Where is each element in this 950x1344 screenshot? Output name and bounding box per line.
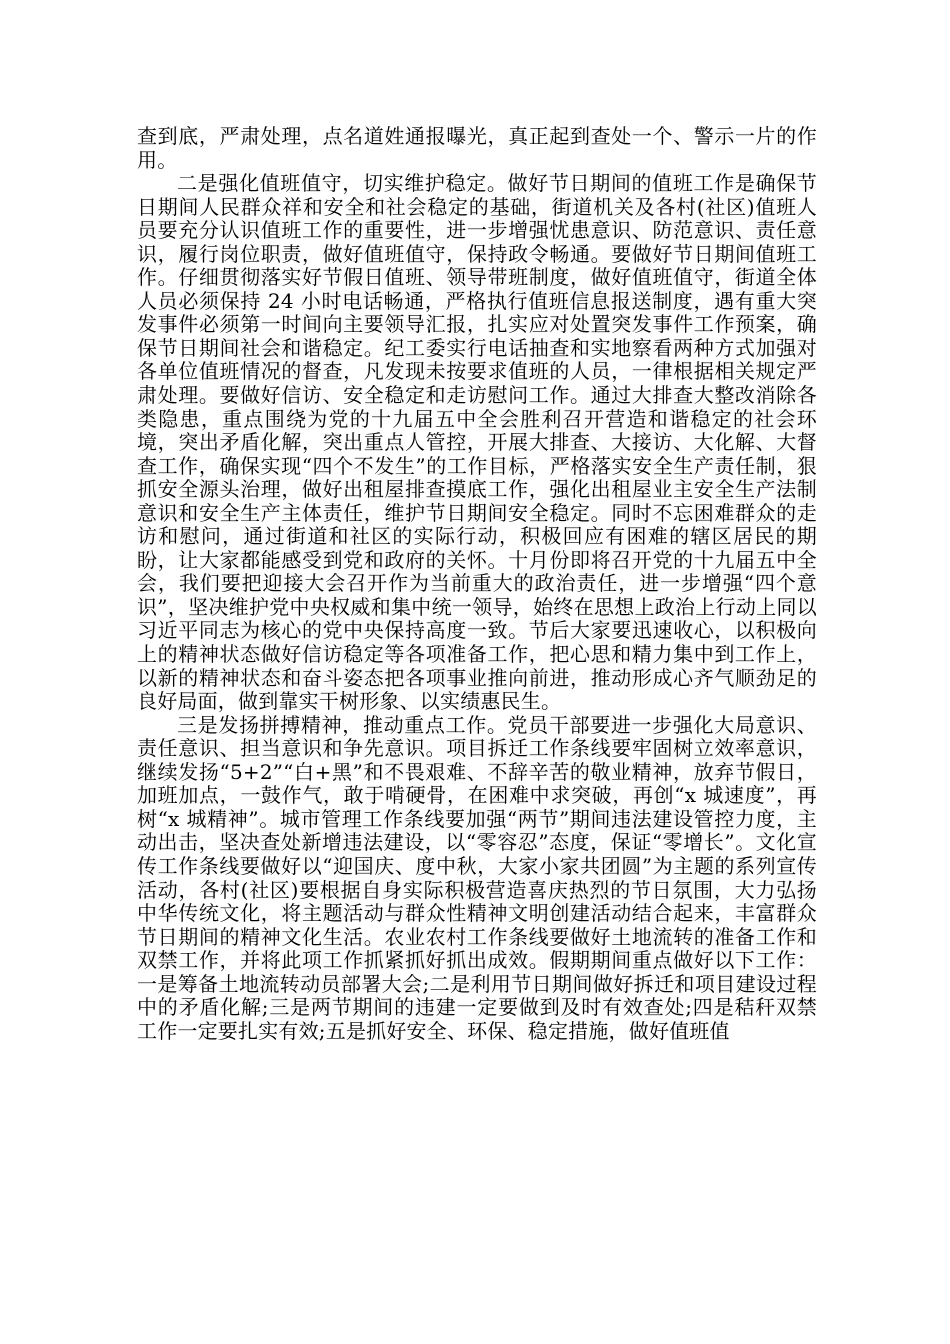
paragraph-section-three: 三是发扬拼搏精神，推动重点工作。党员干部要进一步强化大局意识、责任意识、担当意识和争先意识。项目拆迁工作条线要牢固树立效率意识，继续发扬“5+2”“白+黑”和不畏艰难、不辞辛苦的敬业精神，放弃节假日，加班加点，一鼓作气，敢于啃硬骨，在困难中求突破，再创“x 城速度”，再树“x 城精神”。城市管理工作条线要加强“两节”期间违法建设管控力度，主动出击，坚决查处新增违法建设，以“零容忍”态度，保证“零增长”。文化宣传工作条线要做好以“迎国庆、度中秋，大家小家共团圆”为主题的系列宣传活动，各村(社区)要根据自身实际积极营造喜庆热烈的节日氛围，大力弘扬中华传统文化，将主题活动与群众性精神文明创建活动结合起来，丰富群众节日期间的精神文化生活。农业农村工作条线要做好土地流转的准备工作和双禁工作，并将此项工作抓紧抓好抓出成效。假期期间重点做好以下工作：一是筹备土地流转动员部署大会;二是利用节日期间做好拆迁和项目建设过程中的矛盾化解;三是两节期间的违建一定要做到及时有效查处;四是秸秆双禁工作一定要扎实有效;五是抓好安全、环保、稳定措施，做好值班值 (137, 712, 817, 1043)
paragraph-continuation: 查到底，严肃处理，点名道姓通报曝光，真正起到查处一个、警示一片的作用。 (137, 124, 817, 172)
paragraph-section-two: 二是强化值班值守，切实维护稳定。做好节日期间的值班工作是确保节日期间人民群众祥和安全和社会稳定的基础，街道机关及各村(社区)值班人员要充分认识值班工作的重要性，进一步增强忧患意识、防范意识、责任意识，履行岗位职责，做好值班值守，保持政令畅通。要做好节日期间值班工作。仔细贯彻落实好节假日值班、领导带班制度，做好值班值守，街道全体人员必须保持 24 小时电话畅通，严格执行值班信息报送制度，遇有重大突发事件必须第一时间向主要领导汇报，扎实应对处置突发事件工作预案，确保节日期间社会和谐稳定。纪工委实行电话抽查和实地察看两种方式加强对各单位值班情况的督查，凡发现未按要求值班的人员，一律根据相关规定严肃处理。要做好信访、安全稳定和走访慰问工作。通过大排查大整改消除各类隐患，重点围绕为党的十九届五中全会胜利召开营造和谐稳定的社会环境，突出矛盾化解，突出重点人管控，开展大排查、大接访、大化解、大督查工作，确保实现“四个不发生”的工作目标，严格落实安全生产责任制，狠抓安全源头治理，做好出租屋排查摸底工作，强化出租屋业主安全生产法制意识和安全生产主体责任，维护节日期间安全稳定。同时不忘困难群众的走访和慰问，通过街道和社区的实际行动，积极回应有困难的辖区居民的期盼，让大家都能感受到党和政府的关怀。十月份即将召开党的十九届五中全会，我们要把迎接大会召开作为当前重大的政治责任，进一步增强“四个意识”，坚决维护党中央权威和集中统一领导，始终在思想上政治上行动上同以习近平同志为核心的党中央保持高度一致。节后大家要迅速收心，以积极向上的精神状态做好信访稳定等各项准备工作，把心思和精力集中到工作上，以新的精神状态和奋斗姿态把各项事业推向前进，推动形成心齐气顺劲足的良好局面，做到靠实干树形象、以实绩惠民生。 (137, 171, 817, 714)
document-body (137, 125, 817, 1043)
